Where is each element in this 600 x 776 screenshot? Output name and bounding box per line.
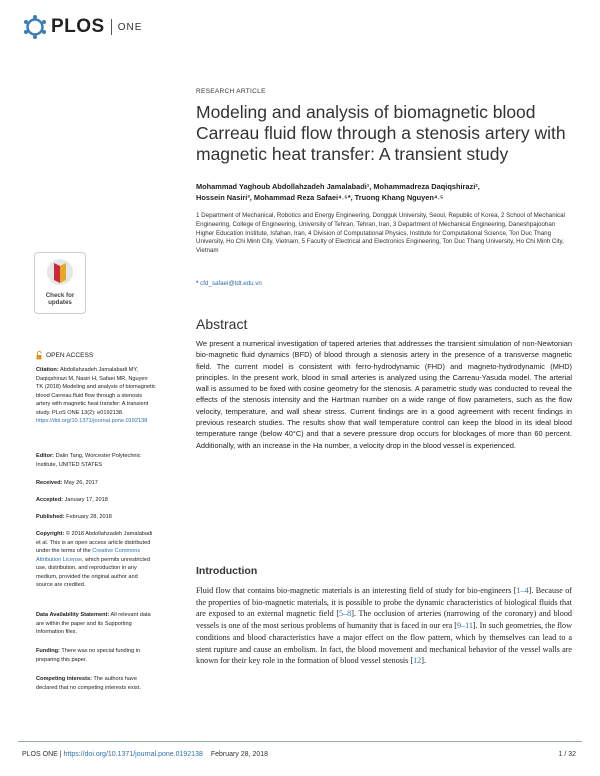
citation-doi-link[interactable]: https://doi.org/10.1371/journal.pone.0192138 bbox=[36, 418, 148, 424]
citation-block bbox=[36, 366, 156, 426]
authors-line-2: Hossein Nasiri³, Mohammad Reza Safaei⁴˒⁵*, Truong Khang Nguyen⁴˒⁵ bbox=[196, 193, 444, 202]
logo-divider bbox=[111, 19, 112, 35]
accepted-date: January 17, 2018 bbox=[64, 497, 108, 503]
received-label: Received: bbox=[36, 480, 63, 486]
competing-interests-label: Competing interests: bbox=[36, 676, 92, 682]
published-label: Published: bbox=[36, 514, 65, 520]
footer-doi-link[interactable]: https://doi.org/10.1371/journal.pone.0192138 bbox=[63, 751, 203, 758]
citation-ref-link[interactable]: 9–11 bbox=[456, 621, 473, 631]
introduction-text bbox=[196, 585, 572, 667]
cc-license-link[interactable]: Creative Commons Attribution License bbox=[36, 548, 141, 563]
data-availability-block bbox=[36, 611, 156, 637]
journal-name: ONE bbox=[117, 21, 143, 33]
footer-rule bbox=[18, 741, 582, 742]
funding-label: Funding: bbox=[36, 648, 60, 654]
data-availability-text: All relevant data are within the paper and its Supporting Information files. bbox=[36, 612, 151, 635]
page-number: 1 / 32 bbox=[558, 751, 576, 758]
citation-ref-link[interactable]: 1–4 bbox=[516, 586, 529, 595]
accepted-block bbox=[36, 496, 156, 505]
open-access-label bbox=[36, 351, 93, 360]
intro-text-part: ]. The occlusion of arteries (narrowing of the coronary) and blood vessels is one of the most serious problems of humanity that is faced in our era [ bbox=[196, 609, 572, 631]
authors-line-1: Mohammad Yaghoub Abdollahzadeh Jamalabadi¹, Mohammadreza Daqiqshirazi², bbox=[196, 182, 480, 191]
published-date: February 28, 2018 bbox=[66, 514, 112, 520]
check-for-updates-badge[interactable] bbox=[34, 252, 86, 314]
data-availability-label: Data Availability Statement: bbox=[36, 612, 110, 618]
intro-text-part: ]. Because of the properties of bio-magnetic materials, it is possible to probe the dynamic characteristics of biological fluids that are exposed to an external magnetic field [ bbox=[196, 586, 572, 619]
brand-name: PLOS bbox=[51, 16, 105, 37]
open-access-text: OPEN ACCESS bbox=[46, 352, 94, 359]
article-title: Modeling and analysis of biomagnetic blood Carreau fluid flow through a stenosis artery with magnetic heat transfer: A transient study bbox=[196, 102, 566, 164]
copyright-text-a: © 2018 Abdollahzadeh Jamalabadi et al. This is an open access article distributed under the terms of the bbox=[36, 531, 153, 554]
plos-one-logo bbox=[22, 14, 142, 40]
badge-line-1: Check for bbox=[45, 292, 75, 299]
email-marker: * bbox=[196, 280, 199, 287]
footer-citation bbox=[22, 751, 268, 758]
introduction-heading: Introduction bbox=[196, 565, 258, 577]
competing-interests-text: The authors have declared that no competing interests exist. bbox=[36, 676, 141, 691]
badge-line-2: updates bbox=[48, 299, 72, 306]
funding-block bbox=[36, 647, 156, 664]
affiliations: 1 Department of Mechanical, Robotics and Energy Engineering, Dongguk University, Seoul, Republic of Korea, 2 School of Mechanical Engineering, College of Engineering, University of Tehran, Tehran, Iran, 3 Department of Mechanical Engineering, Daneshpajoohan Higher Education Institute, Isfahan, Iran, 4 Division of Computational Physics, Institute for Computational Science, Ton Duc Thang University, Ho Chi Minh City, Vietnam, 5 Faculty of Electrical and Electronics Engineering, Ton Duc Thang University, Ho Chi Minh City, Vietnam bbox=[196, 212, 565, 255]
accepted-label: Accepted: bbox=[36, 497, 64, 503]
update-ribbon-icon bbox=[45, 257, 75, 287]
article-type: RESEARCH ARTICLE bbox=[196, 88, 266, 95]
intro-text-part: ]. In such geometries, the flow conditions and blood characteristics have a major effect on the flow pattern, which by themselves can lead to a stent rupture and cause an embolism. In fact, the blood movement and mechanical behavior of the vessel walls are known for their key role in the formation of blood vessel stenosis [ bbox=[196, 621, 572, 666]
footer-journal: PLOS ONE bbox=[22, 751, 58, 758]
citation-text: Abdollahzadeh Jamalabadi MY, Daqiqshirazi M, Nasiri H, Safaei MR, Nguyen TK (2018) Modeling and analysis of biomagnetic blood Carreau fluid flow through a stenosis artery with magnetic heat transfer: A transient study. PLoS ONE 13(2): e0192138. bbox=[36, 367, 156, 416]
copyright-label: Copyright: bbox=[36, 531, 65, 537]
open-lock-icon bbox=[36, 351, 43, 360]
published-block bbox=[36, 513, 156, 522]
editor-label: Editor: bbox=[36, 453, 55, 459]
plos-ring-icon bbox=[22, 14, 48, 40]
citation-ref-link[interactable]: 5–8 bbox=[339, 609, 352, 619]
abstract-heading: Abstract bbox=[196, 316, 248, 332]
footer-separator: | bbox=[59, 751, 62, 758]
citation-ref-link[interactable]: 12 bbox=[413, 656, 422, 666]
intro-text-part: Fluid flow that contains bio-magnetic materials is an interesting field of study for bio-engineers [ bbox=[196, 586, 517, 595]
footer-date: February 28, 2018 bbox=[210, 751, 269, 758]
author-list bbox=[196, 181, 572, 203]
copyright-block bbox=[36, 530, 156, 590]
intro-text-part: ]. bbox=[421, 656, 426, 666]
editor-text: Dalin Tang, Worcester Polytechnic Institute, UNITED STATES bbox=[36, 453, 141, 468]
received-block bbox=[36, 479, 156, 488]
citation-label: Citation: bbox=[36, 367, 59, 373]
received-date: May 26, 2017 bbox=[64, 480, 98, 486]
corresponding-email bbox=[196, 280, 572, 287]
email-link[interactable]: cfd_safaei@tdt.edu.vn bbox=[200, 280, 262, 287]
funding-text: There was no special funding in preparing this paper. bbox=[36, 648, 141, 663]
editor-block bbox=[36, 452, 156, 469]
competing-interests-block bbox=[36, 675, 156, 692]
copyright-text-b: , which permits unrestricted use, distribution, and reproduction in any medium, provided the original author and source are credited. bbox=[36, 556, 151, 588]
abstract-text: We present a numerical investigation of tapered arteries that addresses the transient simulation of non-Newtonian bio-magnetic fluid dynamics (BFD) of blood through a stenosis artery in the presence of a transverse magnetic field. The current model is consistent with ferro-hydrodynamic (FHD) and magneto-hydrodynamic (MHD) principles. In the present work, blood in small arteries is analyzed using the Carreau-Yasuda model. The arterial wall is assumed to be fixed with cosine geometry for the stenosis. A parametric study was conducted to reveal the effects of the stenosis intensity and the Hartman number on a wide range of flow parameters, such as the flow velocity, temperature, and wall shear stress. Current findings are in a good agreement with recent findings in previous research studies. The results show that wall temperature control can keep the blood in its ideal blood temperature range (below 40°C) and that a severe pressure drop occurs for blockages of more than 60 percent. Additionally, with an increase in the Ha number, a velocity drop in the blood vessel is experienced. bbox=[196, 339, 572, 450]
